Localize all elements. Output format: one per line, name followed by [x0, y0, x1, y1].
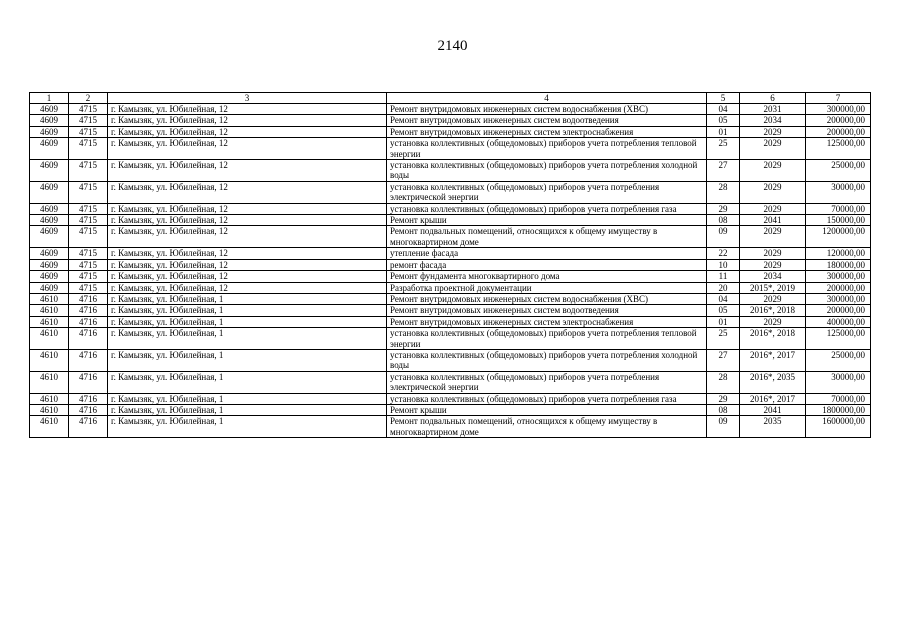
work-type-cell: Ремонт внутридомовых инженерных систем водоотведения: [387, 305, 707, 316]
address-cell: г. Камызяк, ул. Юбилейная, 12: [108, 271, 387, 282]
code-cell: 11: [707, 271, 740, 282]
year-cell: 2041: [740, 404, 806, 415]
year-cell: 2029: [740, 181, 806, 203]
address-cell: г. Камызяк, ул. Юбилейная, 12: [108, 203, 387, 214]
year-cell: 2029: [740, 138, 806, 160]
header-cell: 1: [30, 93, 69, 104]
work-type-cell: установка коллективных (общедомовых) приборов учета потребления тепловой энергии: [387, 138, 707, 160]
year-cell: 2034: [740, 271, 806, 282]
house-id-cell: 4715: [69, 104, 108, 115]
table-row: [30, 404, 871, 415]
cost-cell: 400000,00: [806, 316, 871, 327]
code-cell: 09: [707, 416, 740, 438]
cost-cell: 1800000,00: [806, 404, 871, 415]
code-cell: 08: [707, 404, 740, 415]
cost-cell: 1200000,00: [806, 226, 871, 248]
code-cell: 04: [707, 104, 740, 115]
header-cell: 3: [108, 93, 387, 104]
house-id-cell: 4715: [69, 215, 108, 226]
address-cell: г. Камызяк, ул. Юбилейная, 12: [108, 115, 387, 126]
house-id-cell: 4715: [69, 203, 108, 214]
address-cell: г. Камызяк, ул. Юбилейная, 12: [108, 215, 387, 226]
address-cell: г. Камызяк, ул. Юбилейная, 12: [108, 126, 387, 137]
cost-cell: 300000,00: [806, 104, 871, 115]
code-cell: 01: [707, 316, 740, 327]
record-id-cell: 4610: [30, 305, 69, 316]
year-cell: 2029: [740, 248, 806, 259]
cost-cell: 25000,00: [806, 349, 871, 371]
record-id-cell: 4609: [30, 181, 69, 203]
record-id-cell: 4610: [30, 404, 69, 415]
address-cell: г. Камызяк, ул. Юбилейная, 1: [108, 404, 387, 415]
house-id-cell: 4716: [69, 416, 108, 438]
table-row: [30, 115, 871, 126]
house-id-cell: 4716: [69, 305, 108, 316]
cost-cell: 120000,00: [806, 248, 871, 259]
year-cell: 2029: [740, 203, 806, 214]
code-cell: 28: [707, 371, 740, 393]
year-cell: 2029: [740, 293, 806, 304]
year-cell: 2016*, 2017: [740, 393, 806, 404]
cost-cell: 30000,00: [806, 371, 871, 393]
address-cell: г. Камызяк, ул. Юбилейная, 1: [108, 305, 387, 316]
record-id-cell: 4610: [30, 349, 69, 371]
address-cell: г. Камызяк, ул. Юбилейная, 12: [108, 259, 387, 270]
table-row: [30, 126, 871, 137]
cost-cell: 1600000,00: [806, 416, 871, 438]
table-row: [30, 215, 871, 226]
address-cell: г. Камызяк, ул. Юбилейная, 12: [108, 181, 387, 203]
table-row: [30, 282, 871, 293]
table-row: [30, 316, 871, 327]
record-id-cell: 4610: [30, 316, 69, 327]
code-cell: 10: [707, 259, 740, 270]
year-cell: 2035: [740, 416, 806, 438]
table-body: [30, 93, 871, 438]
year-cell: 2031: [740, 104, 806, 115]
year-cell: 2041: [740, 215, 806, 226]
work-type-cell: установка коллективных (общедомовых) приборов учета потребления холодной воды: [387, 349, 707, 371]
cost-cell: 180000,00: [806, 259, 871, 270]
page-number: 2140: [437, 38, 468, 54]
code-cell: 08: [707, 215, 740, 226]
work-type-cell: утепление фасада: [387, 248, 707, 259]
table-row: [30, 371, 871, 393]
address-cell: г. Камызяк, ул. Юбилейная, 1: [108, 416, 387, 438]
year-cell: 2029: [740, 126, 806, 137]
cost-cell: 200000,00: [806, 126, 871, 137]
work-type-cell: установка коллективных (общедомовых) приборов учета потребления электрической энергии: [387, 371, 707, 393]
table-row: [30, 226, 871, 248]
code-cell: 05: [707, 305, 740, 316]
house-id-cell: 4716: [69, 316, 108, 327]
house-id-cell: 4716: [69, 349, 108, 371]
work-type-cell: установка коллективных (общедомовых) приборов учета потребления газа: [387, 393, 707, 404]
code-cell: 09: [707, 226, 740, 248]
work-type-cell: Ремонт внутридомовых инженерных систем электроснабжения: [387, 316, 707, 327]
record-id-cell: 4609: [30, 226, 69, 248]
cost-cell: 150000,00: [806, 215, 871, 226]
record-id-cell: 4609: [30, 115, 69, 126]
work-type-cell: Ремонт внутридомовых инженерных систем водоснабжения (ХВС): [387, 104, 707, 115]
header-cell: 5: [707, 93, 740, 104]
house-id-cell: 4715: [69, 248, 108, 259]
record-id-cell: 4609: [30, 138, 69, 160]
house-id-cell: 4715: [69, 282, 108, 293]
code-cell: 29: [707, 203, 740, 214]
year-cell: 2029: [740, 316, 806, 327]
house-id-cell: 4715: [69, 115, 108, 126]
record-id-cell: 4609: [30, 215, 69, 226]
work-type-cell: установка коллективных (общедомовых) приборов учета потребления тепловой энергии: [387, 328, 707, 350]
header-cell: 2: [69, 93, 108, 104]
record-id-cell: 4609: [30, 203, 69, 214]
code-cell: 29: [707, 393, 740, 404]
table-row: [30, 416, 871, 438]
house-id-cell: 4715: [69, 259, 108, 270]
cost-cell: 200000,00: [806, 115, 871, 126]
table-row: [30, 203, 871, 214]
record-id-cell: 4609: [30, 160, 69, 182]
code-cell: 25: [707, 328, 740, 350]
cost-cell: 125000,00: [806, 328, 871, 350]
house-id-cell: 4715: [69, 138, 108, 160]
record-id-cell: 4610: [30, 371, 69, 393]
record-id-cell: 4609: [30, 282, 69, 293]
year-cell: 2029: [740, 226, 806, 248]
table-row: [30, 181, 871, 203]
work-type-cell: Ремонт подвальных помещений, относящихся к общему имуществу в многоквартирном доме: [387, 226, 707, 248]
record-id-cell: 4609: [30, 126, 69, 137]
table-row: [30, 138, 871, 160]
work-type-cell: установка коллективных (общедомовых) приборов учета потребления газа: [387, 203, 707, 214]
work-type-cell: Разработка проектной документации: [387, 282, 707, 293]
house-id-cell: 4715: [69, 126, 108, 137]
work-type-cell: Ремонт внутридомовых инженерных систем электроснабжения: [387, 126, 707, 137]
house-id-cell: 4715: [69, 226, 108, 248]
year-cell: 2015*, 2019: [740, 282, 806, 293]
header-cell: 7: [806, 93, 871, 104]
work-type-cell: Ремонт крыши: [387, 404, 707, 415]
address-cell: г. Камызяк, ул. Юбилейная, 12: [108, 282, 387, 293]
address-cell: г. Камызяк, ул. Юбилейная, 1: [108, 316, 387, 327]
table-row: [30, 160, 871, 182]
table-row: [30, 349, 871, 371]
year-cell: 2016*, 2018: [740, 328, 806, 350]
address-cell: г. Камызяк, ул. Юбилейная, 12: [108, 138, 387, 160]
record-id-cell: 4609: [30, 248, 69, 259]
header-cell: 6: [740, 93, 806, 104]
year-cell: 2029: [740, 259, 806, 270]
table-row: [30, 271, 871, 282]
record-id-cell: 4609: [30, 271, 69, 282]
cost-cell: 200000,00: [806, 305, 871, 316]
table-row: [30, 393, 871, 404]
house-id-cell: 4715: [69, 271, 108, 282]
code-cell: 25: [707, 138, 740, 160]
year-cell: 2016*, 2018: [740, 305, 806, 316]
code-cell: 05: [707, 115, 740, 126]
house-id-cell: 4716: [69, 393, 108, 404]
cost-cell: 25000,00: [806, 160, 871, 182]
code-cell: 28: [707, 181, 740, 203]
work-type-cell: Ремонт крыши: [387, 215, 707, 226]
house-id-cell: 4716: [69, 328, 108, 350]
data-table: [29, 92, 871, 438]
house-id-cell: 4716: [69, 371, 108, 393]
record-id-cell: 4609: [30, 259, 69, 270]
address-cell: г. Камызяк, ул. Юбилейная, 1: [108, 328, 387, 350]
code-cell: 04: [707, 293, 740, 304]
code-cell: 20: [707, 282, 740, 293]
record-id-cell: 4610: [30, 293, 69, 304]
work-type-cell: установка коллективных (общедомовых) приборов учета потребления холодной воды: [387, 160, 707, 182]
table-row: [30, 248, 871, 259]
cost-cell: 200000,00: [806, 282, 871, 293]
code-cell: 01: [707, 126, 740, 137]
address-cell: г. Камызяк, ул. Юбилейная, 12: [108, 248, 387, 259]
house-id-cell: 4715: [69, 181, 108, 203]
year-cell: 2034: [740, 115, 806, 126]
table-row: [30, 293, 871, 304]
address-cell: г. Камызяк, ул. Юбилейная, 1: [108, 371, 387, 393]
address-cell: г. Камызяк, ул. Юбилейная, 1: [108, 293, 387, 304]
cost-cell: 70000,00: [806, 393, 871, 404]
code-cell: 27: [707, 349, 740, 371]
header-row: [30, 93, 871, 104]
cost-cell: 30000,00: [806, 181, 871, 203]
table-row: [30, 305, 871, 316]
cost-cell: 300000,00: [806, 271, 871, 282]
year-cell: 2016*, 2035: [740, 371, 806, 393]
record-id-cell: 4609: [30, 104, 69, 115]
house-id-cell: 4716: [69, 293, 108, 304]
table-row: [30, 328, 871, 350]
header-cell: 4: [387, 93, 707, 104]
cost-cell: 125000,00: [806, 138, 871, 160]
address-cell: г. Камызяк, ул. Юбилейная, 12: [108, 226, 387, 248]
record-id-cell: 4610: [30, 416, 69, 438]
work-type-cell: Ремонт внутридомовых инженерных систем водоотведения: [387, 115, 707, 126]
table-row: [30, 104, 871, 115]
house-id-cell: 4716: [69, 404, 108, 415]
year-cell: 2016*, 2017: [740, 349, 806, 371]
work-type-cell: Ремонт фундамента многоквартирного дома: [387, 271, 707, 282]
work-type-cell: Ремонт внутридомовых инженерных систем водоснабжения (ХВС): [387, 293, 707, 304]
house-id-cell: 4715: [69, 160, 108, 182]
work-type-cell: ремонт фасада: [387, 259, 707, 270]
address-cell: г. Камызяк, ул. Юбилейная, 12: [108, 160, 387, 182]
cost-cell: 70000,00: [806, 203, 871, 214]
work-type-cell: установка коллективных (общедомовых) приборов учета потребления электрической энергии: [387, 181, 707, 203]
code-cell: 22: [707, 248, 740, 259]
address-cell: г. Камызяк, ул. Юбилейная, 12: [108, 104, 387, 115]
table-row: [30, 259, 871, 270]
record-id-cell: 4610: [30, 328, 69, 350]
year-cell: 2029: [740, 160, 806, 182]
record-id-cell: 4610: [30, 393, 69, 404]
work-type-cell: Ремонт подвальных помещений, относящихся к общему имуществу в многоквартирном доме: [387, 416, 707, 438]
address-cell: г. Камызяк, ул. Юбилейная, 1: [108, 393, 387, 404]
code-cell: 27: [707, 160, 740, 182]
address-cell: г. Камызяк, ул. Юбилейная, 1: [108, 349, 387, 371]
cost-cell: 300000,00: [806, 293, 871, 304]
